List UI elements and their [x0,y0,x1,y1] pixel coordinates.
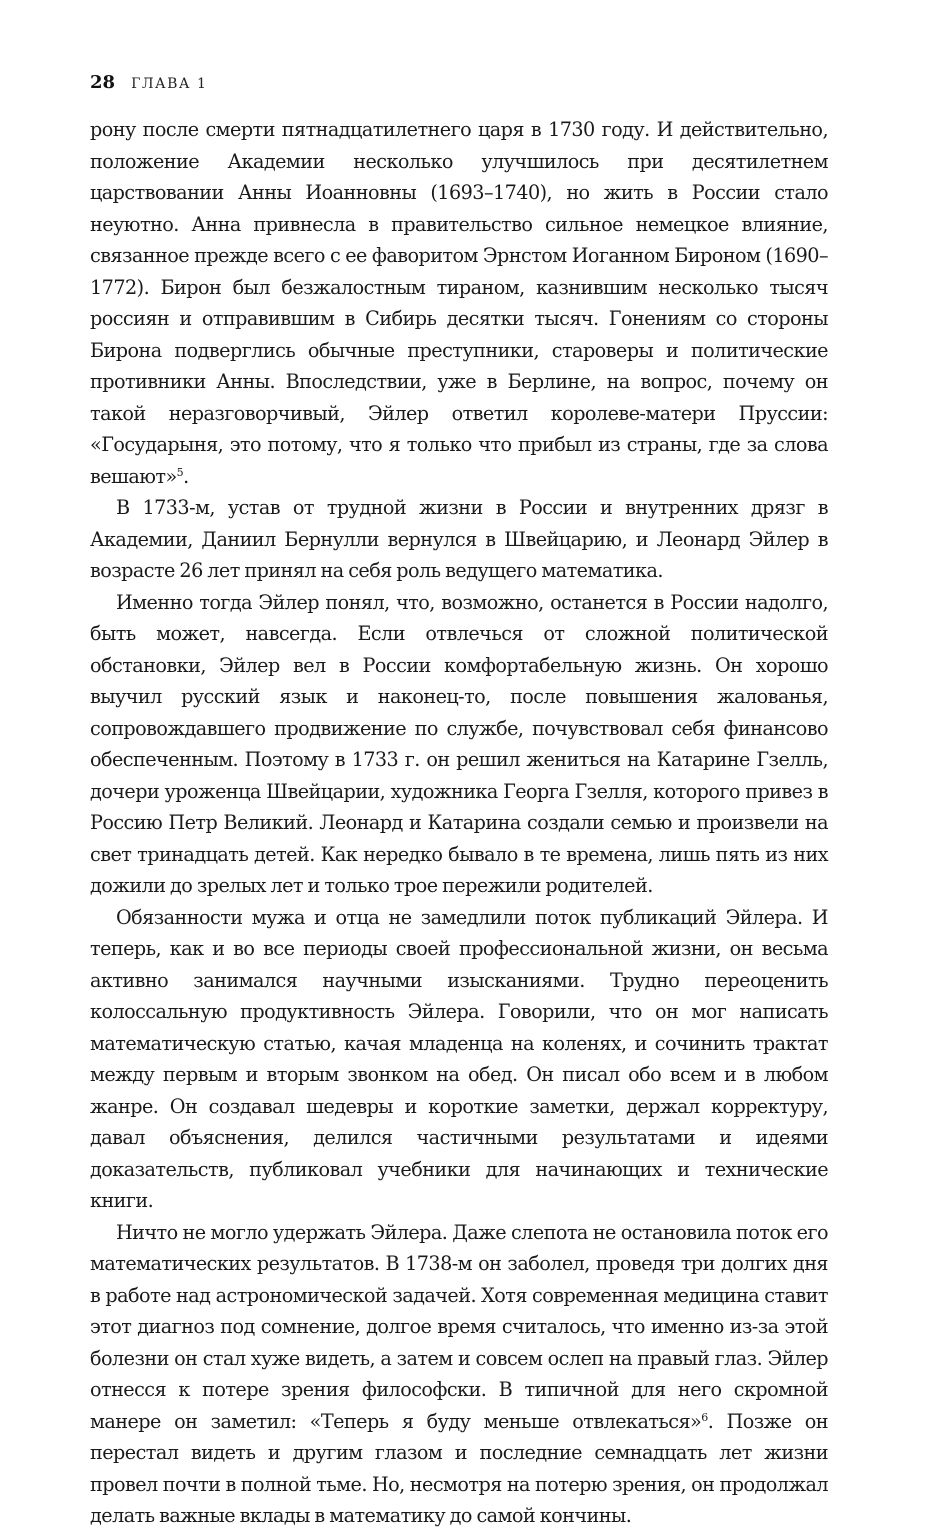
paragraph-text: В 1733-м, устав от трудной жизни в России и внутренних дрязг в Академии, Даниил Бернулли вернулся в Швейцарию, и Леонард Эйлер в возрасте 26 лет принял на себя роль ведущего математика. [90,496,828,582]
paragraph-text: Ничто не могло удержать Эйлера. Даже слепота не остановила поток его математических результатов. В 1738-м он заболел, проведя три долгих дня в работе над астрономической задачей. Хотя современная медицина ставит этот диагноз под сомнение, долгое время считалось, что именно из-за этой болезни он стал хуже видеть, а затем и совсем ослеп на правый глаз. Эйлер отнесся к потере зрения философски. В типичной для него скромной манере он заметил: «Теперь я буду меньше отвлекаться» [90,1220,828,1433]
paragraph-text: . Позже он перестал видеть и другим глазом и последние семнадцать лет жизни провел почти в полной тьме. Но, несмотря на потерю зрения, он продолжал делать важные вклады в математику до самой кончины. [90,1409,829,1527]
running-header [90,72,207,100]
paragraph-text: . [183,464,189,488]
page-number: 28 [90,72,116,93]
paragraph [90,902,828,1217]
paragraph [90,492,828,587]
chapter-title: ГЛАВА 1 [131,76,208,92]
paragraph [90,114,828,492]
footnote-marker[interactable]: 5 [176,465,184,479]
paragraph-text: Обязанности мужа и отца не замедлили поток публикаций Эйлера. И теперь, как и во все периоды своей профессиональной жизни, он весьма активно занимался научными изысканиями. Трудно переоценить колоссальную продуктивность Эйлера. Говорили, что он мог написать математическую статью, качая младенца на коленях, и сочинить трактат между первым и вторым звонком на обед. Он писал обо всем и в любом жанре. Он создавал шедевры и короткие заметки, держал корректуру, давал объяснения, делился частичными результатами и идеями доказательств, публиковал учебники для начинающих и технические книги. [90,905,828,1212]
paragraph-text: рону после смерти пятнадцатилетнего царя в 1730 году. И действительно, положение Академии несколько улучшилось при десятилетнем царствовании Анны Иоанновны (1693–1740), но жить в России стало неуютно. Анна привнесла в правительство сильное немецкое влияние, связанное прежде всего с ее фаворитом Эрнстом Иоганном Бироном (1690–1772). Бирон был безжалостным тираном, казнившим несколько тысяч россиян и отправившим в Сибирь десятки тысяч. Гонениям со стороны Бирона подверглись обычные преступники, староверы и политические противники Анны. Впоследствии, уже в Берлине, на вопрос, почему он такой неразговорчивый, Эйлер ответил королеве-матери Пруссии: «Государыня, это потому, что я только что прибыл из страны, где за слова вешают» [90,118,828,488]
footnote-marker[interactable]: 6 [701,1410,708,1424]
paragraph-text: Именно тогда Эйлер понял, что, возможно, останется в России надолго, быть может, навсегда. Если отвлечься от сложной политической обстановки, Эйлер вел в России комфортабельную жизнь. Он хорошо выучил русский язык и наконец-то, после повышения жалованья, сопровождавшего продвижение по службе, почувствовал себя финансово обеспеченным. Поэтому в 1733 г. он решил жениться на Катарине Гзелль, дочери уроженца Швейцарии, художника Георга Гзелля, которого привез в Россию Петр Великий. Леонард и Катарина создали семью и произвели на свет тринадцать детей. Как нередко бывало в те времена, лишь пять из них дожили до зрелых лет и только трое пережили родителей. [90,590,828,897]
body-text [90,114,828,1532]
paragraph [90,1217,828,1532]
paragraph [90,587,828,902]
